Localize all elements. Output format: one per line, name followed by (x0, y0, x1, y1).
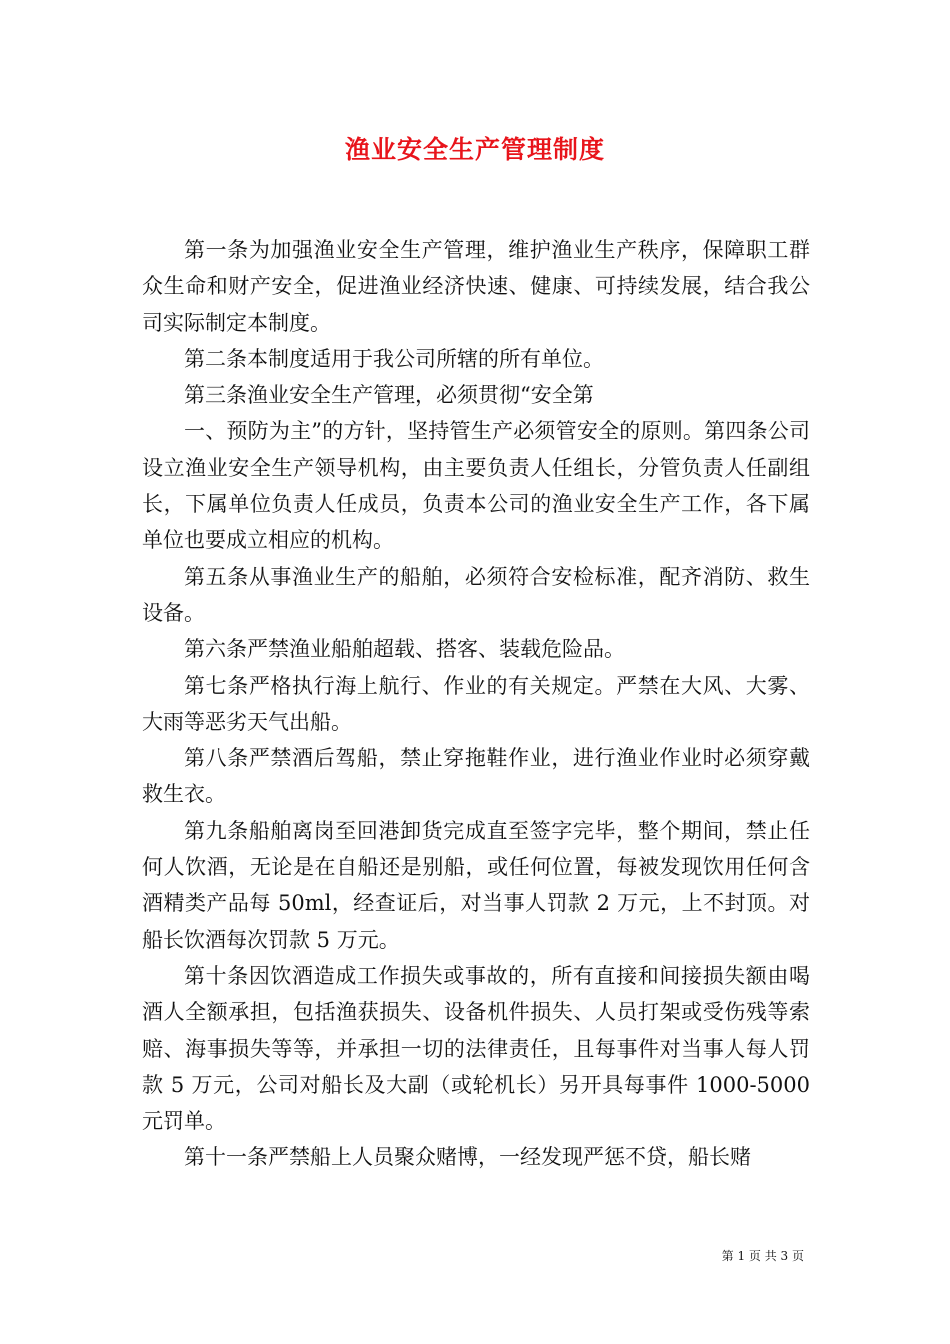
document-title: 渔业安全生产管理制度 (344, 135, 605, 164)
paragraph-article-8: 第八条严禁酒后驾船，禁止穿拖鞋作业，进行渔业作业时必须穿戴救生衣。 (142, 746, 810, 807)
paragraph-article-2: 第二条本制度适用于我公司所辖的所有单位。 (184, 346, 604, 371)
paragraph-article-6: 第六条严禁渔业船舶超载、搭客、装载危险品。 (184, 637, 625, 662)
paragraph-article-5: 第五条从事渔业生产的船舶，必须符合安检标准，配齐消防、救生设备。 (142, 564, 810, 625)
paragraph-article-1: 第一条为加强渔业安全生产管理，维护渔业生产秩序，保障职工群众生命和财产安全，促进渔业经济快速、健康、可持续发展，结合我公司实际制定本制度。 (142, 238, 810, 335)
paragraph-article-10: 第十条因饮酒造成工作损失或事故的，所有直接和间接损失额由喝酒人全额承担，包括渔获损失、设备机件损失、人员打架或受伤残等索赔、海事损失等等，并承担一切的法律责任，且每事件对当事人每人罚款 5 万元，公司对船长及大副（或轮机长）另开具每事件 1000-5000 元罚单。 (142, 963, 810, 1134)
paragraph-article-3-continued: 一、预防为主”的方针，坚持管生产必须管安全的原则。第四条公司设立渔业安全生产领导机构，由主要负责人任组长，分管负责人任副组长，下属单位负责人任成员，负责本公司的渔业安全生产工作，各下属单位也要成立相应的机构。 (142, 419, 810, 553)
paragraph-article-11: 第十一条严禁船上人员聚众赌博，一经发现严惩不贷，船长赌 (184, 1145, 751, 1170)
paragraph-article-3: 第三条渔业安全生产管理，必须贯彻“安全第 (184, 383, 594, 408)
paragraph-article-7: 第七条严格执行海上航行、作业的有关规定。严禁在大风、大雾、大雨等恶劣天气出船。 (142, 673, 810, 734)
page-number-footer: 第 1 页 共 3 页 (721, 1249, 804, 1263)
document-body (142, 232, 810, 1176)
paragraph-article-9: 第九条船舶离岗至回港卸货完成直至签字完毕，整个期间，禁止任何人饮酒，无论是在自船还是别船，或任何位置，每被发现饮用任何含酒精类产品每 50ml，经查证后，对当事人罚款 2 万元，上不封顶。对船长饮酒每次罚款 5 万元。 (142, 818, 810, 952)
